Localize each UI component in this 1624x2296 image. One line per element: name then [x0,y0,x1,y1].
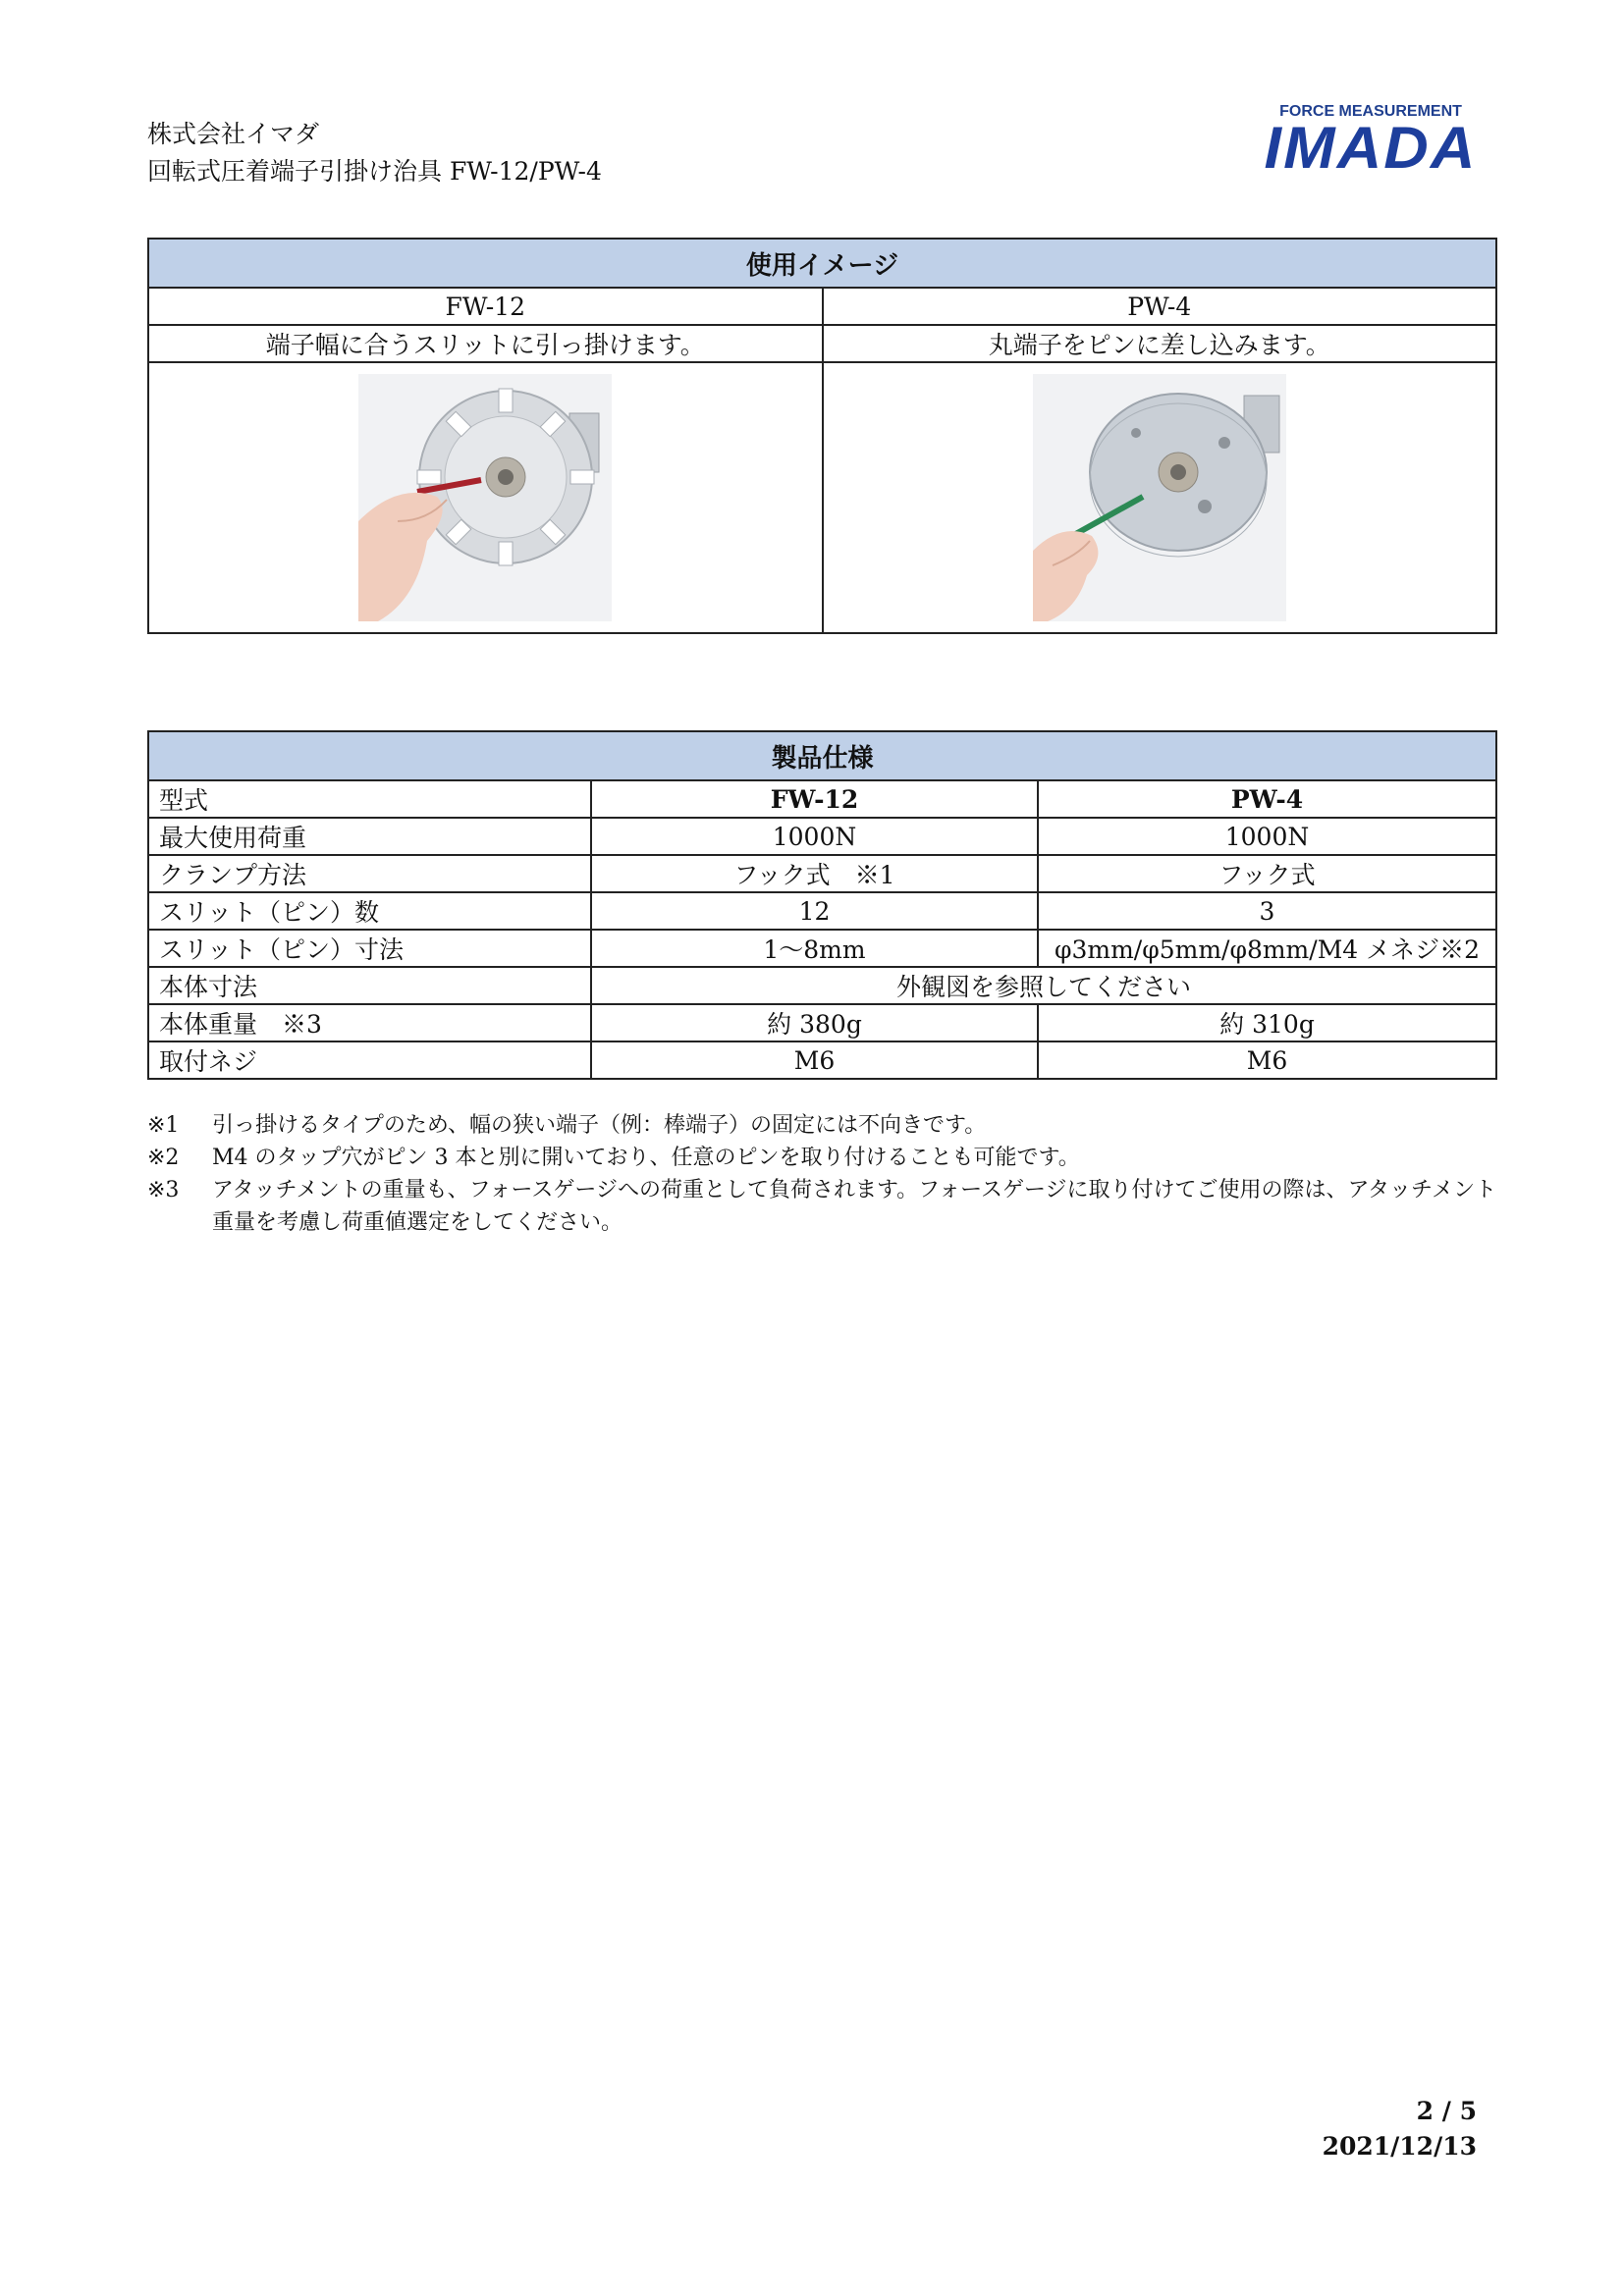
spec-header-fw12: FW-12 [591,780,1038,818]
table-row [148,1041,1496,1079]
footnote-key: ※1 [147,1113,180,1138]
product-title: 回転式圧着端子引掛け治具 FW-12/PW-4 [147,157,602,186]
spec-table [147,730,1497,1080]
document-date: 2021/12/13 [1322,2132,1477,2161]
spec-row-label: スリット（ピン）数 [148,892,591,930]
footnote-text: アタッチメントの重量も、フォースゲージへの荷重として負荷されます。フォースゲージに取り付けてご使用の際は、アタッチメント重量を考慮し荷重値選定をしてください。 [212,1178,1497,1235]
usage-model-fw12: FW-12 [148,288,823,325]
footnote [147,1174,1502,1239]
spec-row-label: スリット（ピン）寸法 [148,930,591,967]
spec-row-pw4: フック式 [1038,855,1496,892]
spec-header-label: 型式 [148,780,591,818]
usage-photo-cell-fw12 [148,362,823,633]
footnote [147,1142,1502,1174]
spec-row-label: 本体寸法 [148,967,591,1004]
page-number: 2 / 5 [1416,2097,1477,2125]
usage-desc-fw12: 端子幅に合うスリットに引っ掛けます。 [148,325,823,362]
footnote-text: 引っ掛けるタイプのため、幅の狭い端子（例：棒端子）の固定には不向きです。 [212,1113,987,1138]
spec-row-merged: 外観図を参照してください [591,967,1496,1004]
logo-tagline: FORCE MEASUREMENT [1279,103,1462,120]
fw12-usage-photo [358,374,612,621]
table-row [148,855,1496,892]
spec-row-fw12: 1000N [591,818,1038,855]
spec-row-pw4: 約 310g [1038,1004,1496,1041]
document-header [147,116,602,190]
footnote [147,1109,1502,1142]
spec-table-title: 製品仕様 [148,731,1496,780]
spec-row-label: 本体重量 ※3 [148,1004,591,1041]
footnote-key: ※2 [147,1146,180,1170]
spec-row-fw12: 12 [591,892,1038,930]
usage-table-title: 使用イメージ [148,239,1496,288]
table-row [148,892,1496,930]
table-row [148,1004,1496,1041]
logo-brand: IMADA [1264,115,1478,181]
table-row [148,818,1496,855]
spec-row-pw4: 1000N [1038,818,1496,855]
spec-row-pw4: φ3mm/φ5mm/φ8mm/M4 メネジ※2 [1038,930,1496,967]
table-row [148,967,1496,1004]
pw4-usage-photo [1033,374,1286,621]
spec-row-label: 取付ネジ [148,1041,591,1079]
imada-logo [1264,103,1478,181]
spec-row-fw12: 約 380g [591,1004,1038,1041]
usage-image-table [147,238,1497,634]
usage-photo-cell-pw4 [823,362,1497,633]
page-footer [1323,2094,1477,2164]
usage-model-pw4: PW-4 [823,288,1497,325]
spec-row-fw12: M6 [591,1041,1038,1079]
usage-desc-pw4: 丸端子をピンに差し込みます。 [823,325,1497,362]
table-row [148,930,1496,967]
spec-row-label: 最大使用荷重 [148,818,591,855]
footnote-key: ※3 [147,1178,180,1202]
spec-row-fw12: 1～8mm [591,930,1038,967]
spec-row-label: クランプ方法 [148,855,591,892]
company-name: 株式会社イマダ [147,120,320,148]
spec-row-pw4: M6 [1038,1041,1496,1079]
spec-row-fw12: フック式 ※1 [591,855,1038,892]
spec-row-pw4: 3 [1038,892,1496,930]
spec-header-pw4: PW-4 [1038,780,1496,818]
footnote-text: M4 のタップ穴がピン 3 本と別に開いており、任意のピンを取り付けることも可能です。 [212,1146,1080,1170]
footnotes [147,1109,1502,1239]
